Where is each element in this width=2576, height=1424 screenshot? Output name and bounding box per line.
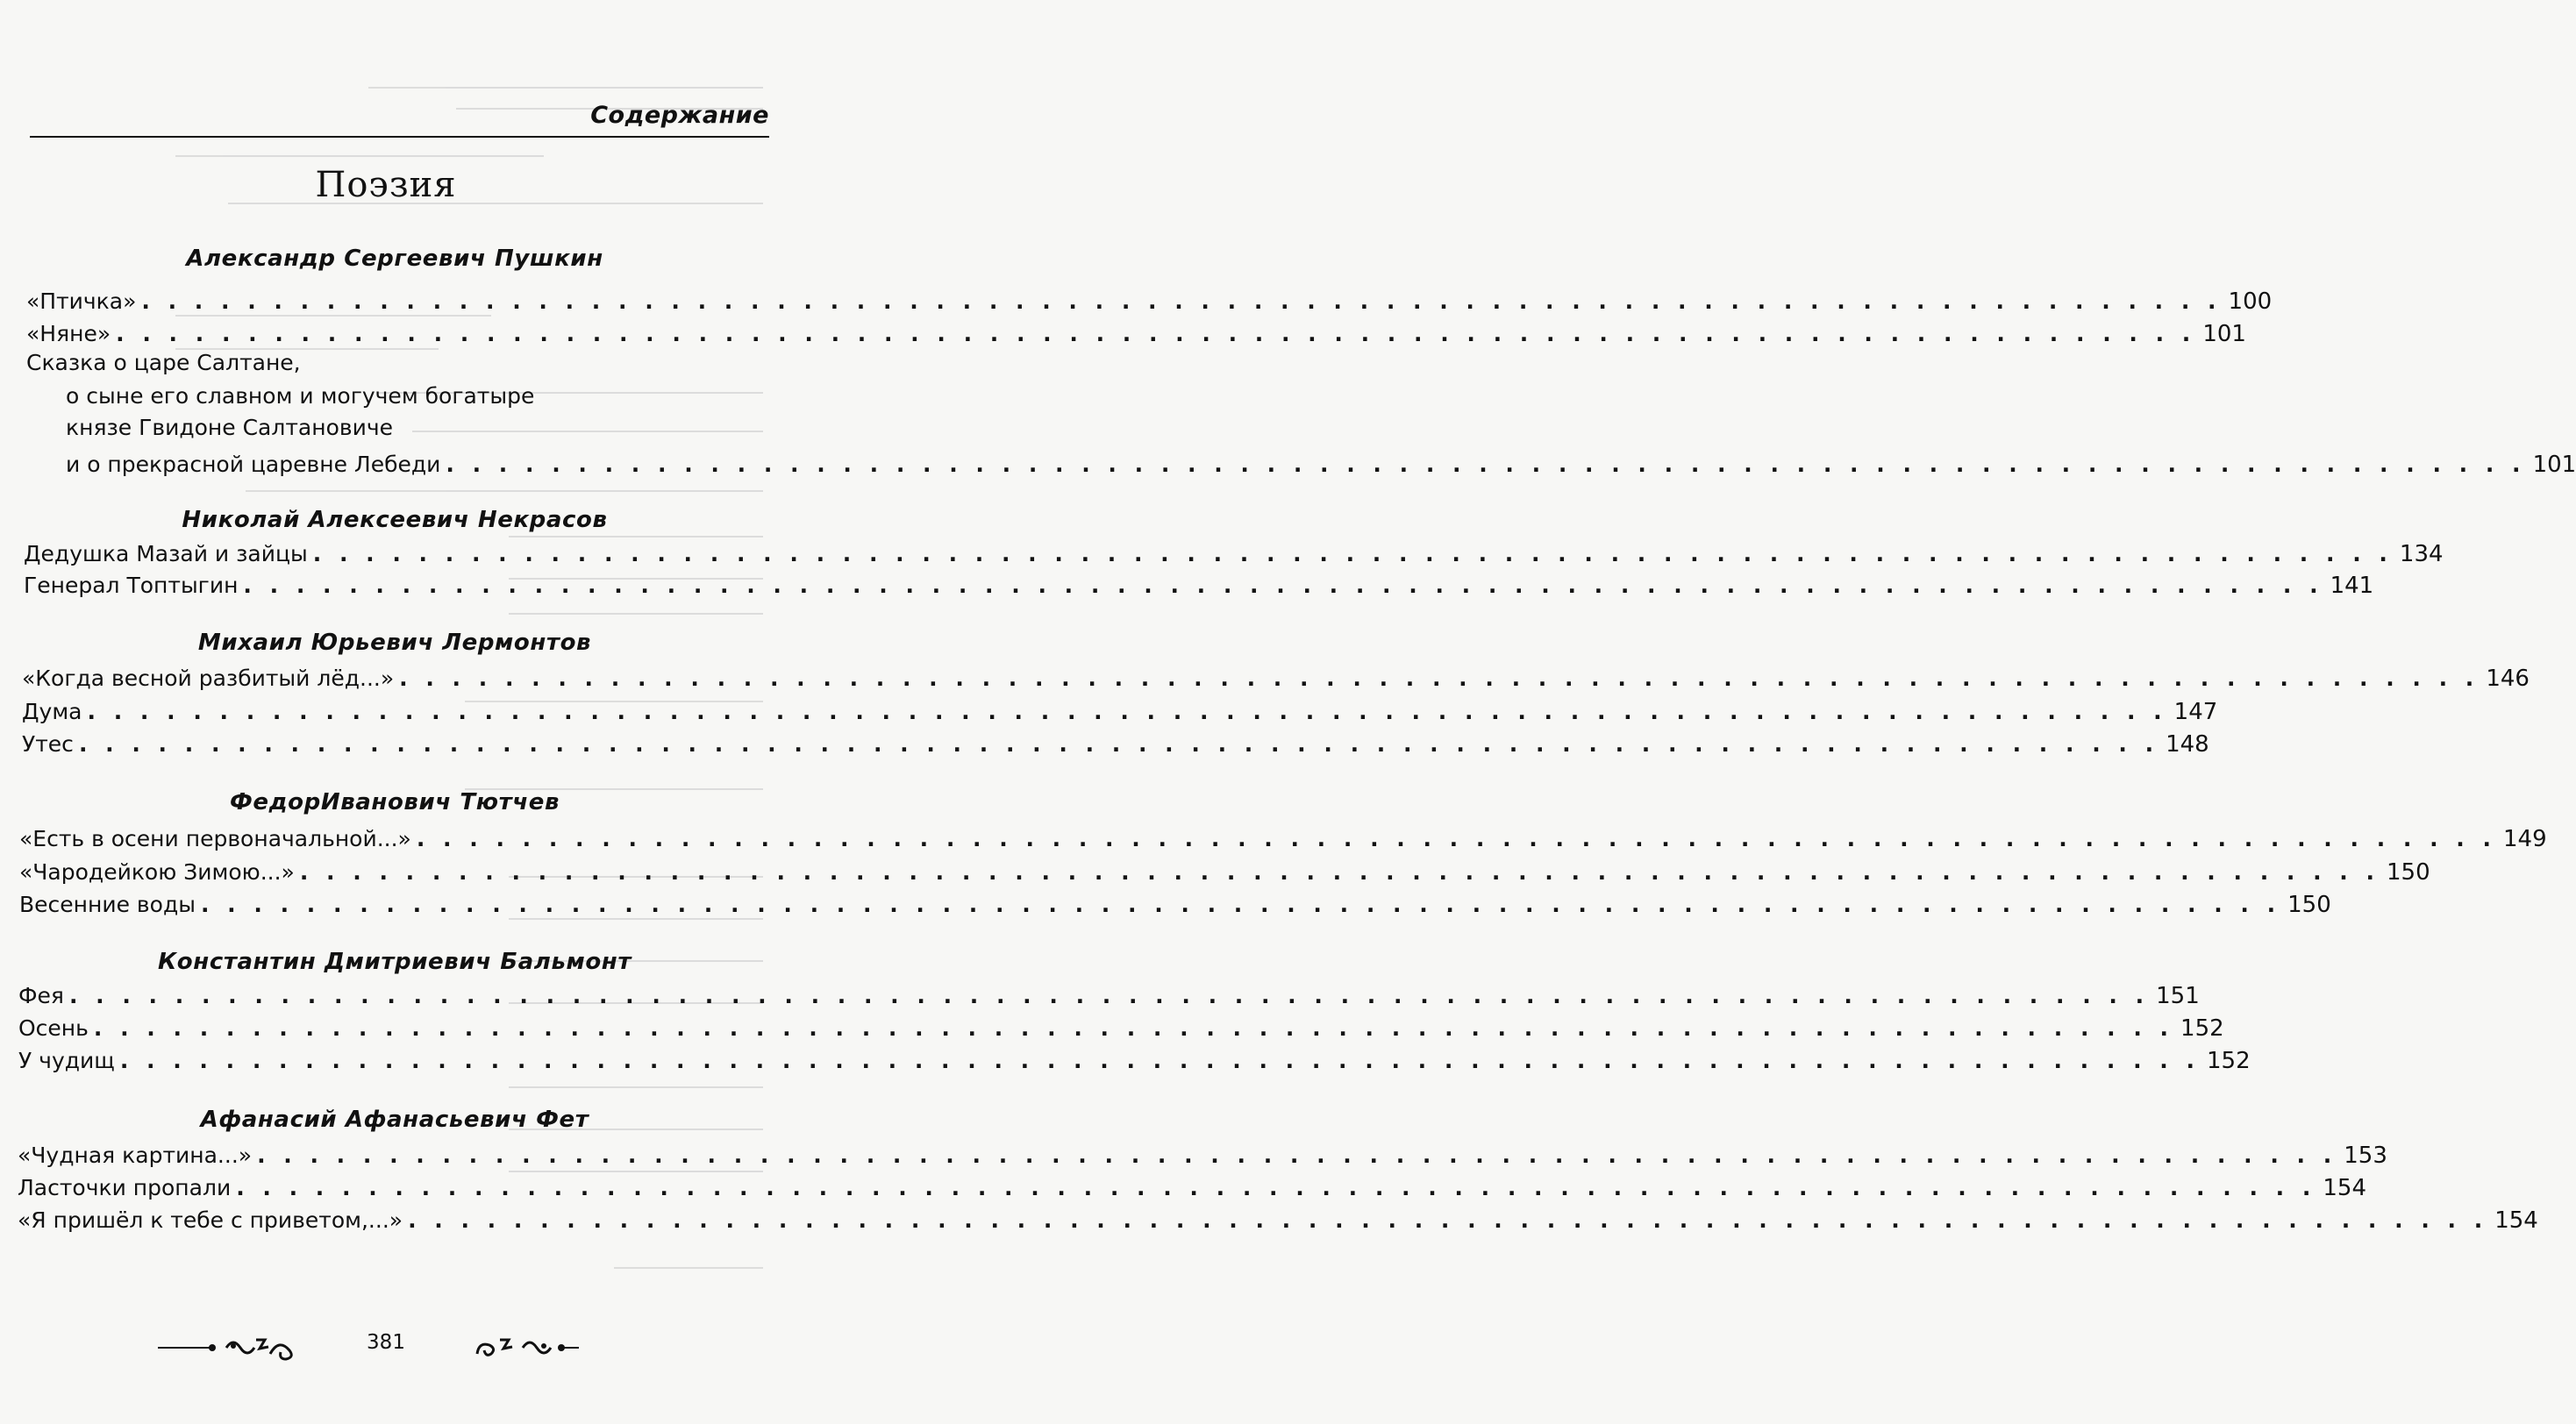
dot-leader: . . . . . . . . . . . . . . . . . . . . . . . . . . . . . . . . . . . . . . . . . . . . . . . . . . . . . . . . . . . . . . . . . . . . . . . . . . . . . . . bbox=[243, 573, 2323, 598]
entry-title: «Я пришёл к тебе с приветом,...» bbox=[18, 1207, 403, 1233]
dot-leader: . . . . . . . . . . . . . . . . . . . . . . . . . . . . . . . . . . . . . . . . . . . . . . . . . . . . . . . . . . . . . . . . . . . . . . . . . . . . . . . bbox=[141, 288, 2222, 314]
entry-title: «Чародейкою Зимою...» bbox=[19, 859, 295, 885]
entry-page: 154 bbox=[2494, 1207, 2538, 1234]
footer-ornament-right-icon bbox=[474, 1335, 579, 1361]
page-number: 381 bbox=[367, 1331, 405, 1354]
dot-leader: . . . . . . . . . . . . . . . . . . . . . . . . . . . . . . . . . . . . . . . . . . . . . . . . . . . . . . . . . . . . . . . . . . . . . . . . . . . . . . . bbox=[299, 859, 2380, 885]
toc-entry[interactable] bbox=[24, 535, 2444, 570]
entry-page: 101 bbox=[2532, 452, 2576, 478]
entry-title: «Когда весной разбитый лёд...» bbox=[22, 666, 395, 691]
toc-entry[interactable] bbox=[19, 820, 2547, 855]
entry-title-continuation: о сыне его славном и могучем богатыре bbox=[66, 383, 535, 409]
entry-page: 152 bbox=[2180, 1015, 2224, 1042]
entry-title: «Птичка» bbox=[26, 288, 137, 314]
entry-page: 100 bbox=[2228, 288, 2273, 315]
dot-leader: . . . . . . . . . . . . . . . . . . . . . . . . . . . . . . . . . . . . . . . . . . . . . . . . . . . . . . . . . . . . . . . . . . . . . . . . . . . . . . . bbox=[446, 452, 2526, 477]
dot-leader: . . . . . . . . . . . . . . . . . . . . . . . . . . . . . . . . . . . . . . . . . . . . . . . . . . . . . . . . . . . . . . . . . . . . . . . . . . . . . . . bbox=[68, 983, 2150, 1008]
entry-title: Утес bbox=[22, 731, 74, 757]
dot-leader: . . . . . . . . . . . . . . . . . . . . . . . . . . . . . . . . . . . . . . . . . . . . . . . . . . . . . . . . . . . . . . . . . . . . . . . . . . . . . . . bbox=[200, 892, 2281, 917]
author-heading: ФедорИванович Тютчев bbox=[229, 789, 560, 815]
entry-page: 141 bbox=[2330, 573, 2374, 599]
entry-title: Фея bbox=[18, 983, 64, 1008]
entry-title: «Есть в осени первоначальной...» bbox=[19, 826, 411, 851]
toc-entry[interactable] bbox=[19, 886, 2331, 921]
entry-page: 148 bbox=[2166, 731, 2209, 758]
entry-title: Дедушка Мазай и зайцы bbox=[24, 541, 308, 566]
dot-leader: . . . . . . . . . . . . . . . . . . . . . . . . . . . . . . . . . . . . . . . . . . . . . . . . . . . . . . . . . . . . . . . . . . . . . . . . . . . . . . . bbox=[416, 826, 2496, 851]
entry-title: Ласточки пропали bbox=[18, 1175, 232, 1200]
dot-leader: . . . . . . . . . . . . . . . . . . . . . . . . . . . . . . . . . . . . . . . . . . . . . . . . . . . . . . . . . . . . . . . . . . . . . . . . . . . . . . . bbox=[236, 1175, 2316, 1200]
entry-title-continuation: и о прекрасной царевне Лебеди bbox=[66, 452, 441, 477]
entry-page: 146 bbox=[2486, 666, 2530, 692]
dot-leader: . . . . . . . . . . . . . . . . . . . . . . . . . . . . . . . . . . . . . . . . . . . . . . . . . . . . . . . . . . . . . . . . . . . . . . . . . . . . . . . bbox=[119, 1048, 2200, 1073]
entry-title: «Чудная картина...» bbox=[18, 1143, 253, 1168]
entry-page: 150 bbox=[2287, 892, 2331, 918]
toc-entry[interactable] bbox=[22, 693, 2218, 728]
dot-leader: . . . . . . . . . . . . . . . . . . . . . . . . . . . . . . . . . . . . . . . . . . . . . . . . . . . . . . . . . . . . . . . . . . . . . . . . . . . . . . . bbox=[257, 1143, 2337, 1168]
entry-title: Весенние воды bbox=[19, 892, 196, 917]
entry-page: 150 bbox=[2387, 859, 2430, 886]
entry-title: «Няне» bbox=[26, 321, 111, 346]
author-heading: Афанасий Афанасьевич Фет bbox=[200, 1107, 589, 1133]
toc-entry[interactable] bbox=[18, 977, 2200, 1012]
toc-entry[interactable] bbox=[26, 315, 2246, 350]
entry-page: 154 bbox=[2323, 1175, 2366, 1201]
entry-title: Осень bbox=[18, 1015, 89, 1041]
toc-entry[interactable] bbox=[22, 659, 2530, 694]
author-heading: Николай Алексеевич Некрасов bbox=[182, 507, 608, 533]
entry-title-continuation: князе Гвидоне Салтановиче bbox=[66, 415, 393, 440]
toc-entry[interactable] bbox=[18, 1169, 2366, 1204]
toc-entry[interactable] bbox=[22, 725, 2209, 760]
entry-title: У чудищ bbox=[18, 1048, 115, 1073]
entry-page: 152 bbox=[2206, 1048, 2251, 1074]
dot-leader: . . . . . . . . . . . . . . . . . . . . . . . . . . . . . . . . . . . . . . . . . . . . . . . . . . . . . . . . . . . . . . . . . . . . . . . . . . . . . . . bbox=[399, 666, 2480, 691]
entry-title: Генерал Топтыгин bbox=[24, 573, 239, 598]
toc-entry[interactable] bbox=[66, 445, 2576, 481]
toc-entry[interactable] bbox=[24, 566, 2374, 602]
toc-entry[interactable] bbox=[19, 853, 2430, 888]
entry-title[interactable]: Сказка о царе Салтане, bbox=[26, 350, 301, 375]
dot-leader: . . . . . . . . . . . . . . . . . . . . . . . . . . . . . . . . . . . . . . . . . . . . . . . . . . . . . . . . . . . . . . . . . . . . . . . . . . . . . . . bbox=[116, 321, 2196, 346]
toc-entry[interactable] bbox=[18, 1042, 2251, 1077]
dot-leader: . . . . . . . . . . . . . . . . . . . . . . . . . . . . . . . . . . . . . . . . . . . . . . . . . . . . . . . . . . . . . . . . . . . . . . . . . . . . . . . bbox=[408, 1207, 2488, 1233]
dot-leader: . . . . . . . . . . . . . . . . . . . . . . . . . . . . . . . . . . . . . . . . . . . . . . . . . . . . . . . . . . . . . . . . . . . . . . . . . . . . . . . bbox=[78, 731, 2159, 757]
running-header: Содержание bbox=[590, 102, 769, 129]
dot-leader: . . . . . . . . . . . . . . . . . . . . . . . . . . . . . . . . . . . . . . . . . . . . . . . . . . . . . . . . . . . . . . . . . . . . . . . . . . . . . . . bbox=[312, 541, 2393, 566]
dot-leader: . . . . . . . . . . . . . . . . . . . . . . . . . . . . . . . . . . . . . . . . . . . . . . . . . . . . . . . . . . . . . . . . . . . . . . . . . . . . . . . bbox=[93, 1015, 2174, 1041]
author-heading: Михаил Юрьевич Лермонтов bbox=[197, 630, 592, 656]
entry-title: Дума bbox=[22, 699, 82, 724]
toc-entry[interactable] bbox=[18, 1009, 2224, 1044]
toc-entry[interactable] bbox=[26, 282, 2273, 317]
entry-page: 101 bbox=[2202, 321, 2246, 347]
section-title: Поэзия bbox=[315, 165, 457, 205]
dot-leader: . . . . . . . . . . . . . . . . . . . . . . . . . . . . . . . . . . . . . . . . . . . . . . . . . . . . . . . . . . . . . . . . . . . . . . . . . . . . . . . bbox=[87, 699, 2167, 724]
entry-page: 147 bbox=[2173, 699, 2218, 725]
toc-entry[interactable] bbox=[18, 1201, 2538, 1236]
entry-page: 153 bbox=[2344, 1143, 2387, 1169]
entry-page: 134 bbox=[2399, 541, 2444, 567]
author-heading: Константин Дмитриевич Бальмонт bbox=[157, 949, 632, 975]
author-heading: Александр Сергеевич Пушкин bbox=[186, 246, 603, 272]
entry-page: 149 bbox=[2503, 826, 2547, 852]
entry-page: 151 bbox=[2156, 983, 2200, 1009]
toc-entry[interactable] bbox=[18, 1136, 2387, 1171]
header-rule bbox=[30, 136, 769, 138]
